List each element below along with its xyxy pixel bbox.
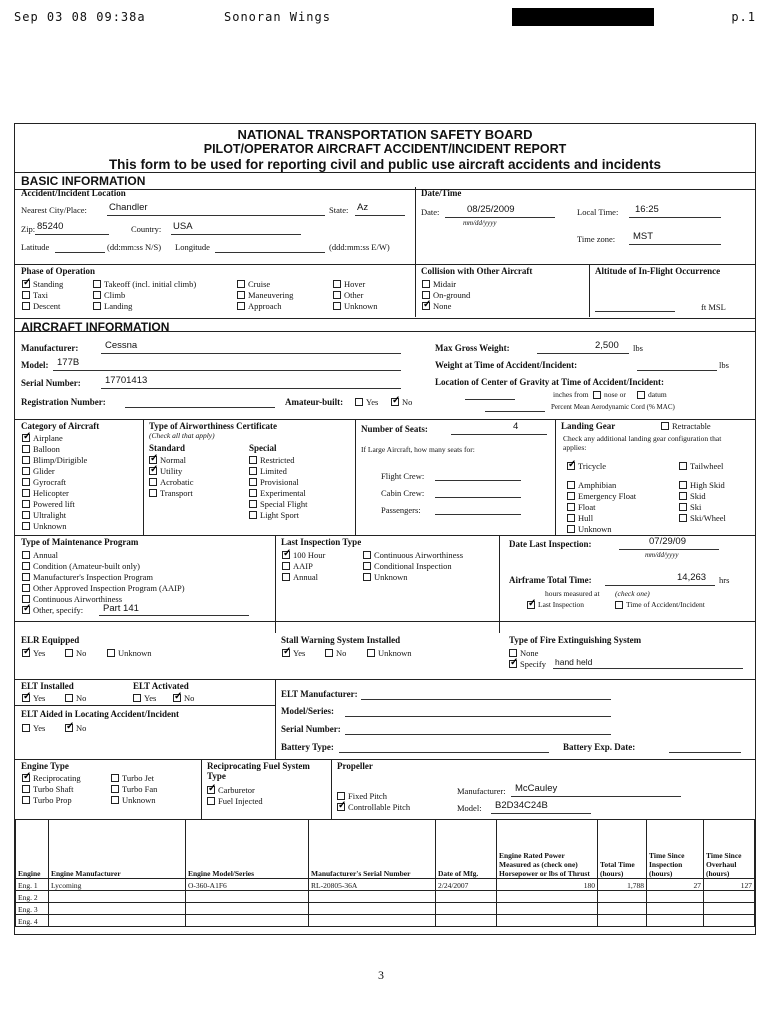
fuel-injected: Fuel Injected (218, 796, 263, 806)
phase-approach-checkbox[interactable] (237, 302, 245, 310)
gear-retract-checkbox[interactable] (661, 422, 669, 430)
lat-label: Latitude (21, 242, 50, 252)
mgw-unit: lbs (633, 343, 643, 353)
zip-label: Zip: (21, 224, 36, 234)
maint-label: Type of Maintenance Program (21, 537, 139, 547)
aw-specialflight-checkbox[interactable] (249, 500, 257, 508)
maint-other-field[interactable]: Part 141 (103, 603, 139, 614)
col-total: Total Time (hours) (598, 820, 647, 879)
phase-other: Other (344, 290, 364, 300)
gear-skid: Skid (690, 491, 706, 501)
phase-maneuvering-checkbox[interactable] (237, 291, 245, 299)
phase-cruise: Cruise (248, 279, 271, 289)
battery-exp-label: Battery Exp. Date: (563, 742, 636, 752)
model-field[interactable]: 177B (57, 357, 80, 368)
serial-label: Serial Number: (21, 378, 81, 388)
cat-gyrocraft-checkbox[interactable] (22, 478, 30, 486)
flight-crew-label: Flight Crew: (381, 471, 425, 481)
fire-label: Type of Fire Extinguishing System (509, 635, 642, 645)
cat-glider-checkbox[interactable] (22, 467, 30, 475)
collision-ground-checkbox[interactable] (422, 291, 430, 299)
phase-taxi: Taxi (33, 290, 48, 300)
maint-other-checkbox[interactable] (22, 606, 30, 614)
aw-provisional: Provisional (260, 477, 299, 487)
amateur-yes-checkbox[interactable] (355, 398, 363, 406)
li-continuous: Continuous Airworthiness (374, 550, 464, 560)
et-recip: Reciprocating (33, 773, 81, 783)
seats-label: Number of Seats: (361, 424, 428, 434)
hm-lastinsp-checkbox[interactable] (527, 601, 535, 609)
time-label: Local Time: (577, 207, 619, 217)
page-number: 3 (378, 968, 384, 982)
elr-no-checkbox[interactable] (65, 649, 73, 657)
country-label: Country: (131, 224, 162, 234)
li-unknown-checkbox[interactable] (363, 573, 371, 581)
equipment-block (15, 633, 755, 819)
date-format: mm/dd/yyyy (463, 219, 497, 227)
phase-standing-checkbox[interactable] (22, 280, 30, 288)
elt-aided-label: ELT Aided in Locating Accident/Incident (21, 709, 180, 719)
amateur-no-checkbox[interactable] (391, 398, 399, 406)
gear-float: Float (578, 502, 596, 512)
hm-lastinsp: Last Inspection (538, 600, 585, 609)
seats-question: If Large Aircraft, how many seats for: (361, 445, 475, 454)
et-unknown-checkbox[interactable] (111, 796, 119, 804)
ntsb-form (14, 123, 756, 935)
prop-model-field[interactable]: B2D34C24B (495, 800, 548, 811)
weight-label: Weight at Time of Accident/Incident: (435, 360, 578, 370)
fire-specify-field[interactable]: hand held (555, 657, 593, 667)
fuel-carb: Carburetor (218, 785, 255, 795)
seats-field[interactable]: 4 (513, 421, 519, 432)
li-continuous-checkbox[interactable] (363, 551, 371, 559)
gear-amphibian: Amphibian (578, 480, 617, 490)
aw-acrobatic: Acrobatic (160, 477, 194, 487)
fire-specify: Specify (520, 659, 546, 669)
phase-takeoff-checkbox[interactable] (93, 280, 101, 288)
country-field[interactable]: USA (173, 221, 193, 232)
cat-unknown: Unknown (33, 521, 67, 531)
loc-label: Accident/Incident Location (21, 188, 126, 198)
li-100hour: 100 Hour (293, 550, 326, 560)
phase-taxi-checkbox[interactable] (22, 291, 30, 299)
model-label: Model: (21, 360, 49, 370)
col-engine: Engine (16, 820, 49, 879)
cat-blimp-checkbox[interactable] (22, 456, 30, 464)
elt-aided-no-checkbox[interactable] (65, 724, 73, 732)
stall-yes: Yes (293, 648, 306, 658)
et-turbofan-checkbox[interactable] (111, 785, 119, 793)
fax-date: Sep 03 08 09:38a (14, 10, 146, 24)
li-conditional: Conditional Inspection (374, 561, 452, 571)
gear-tailwheel-checkbox[interactable] (679, 462, 687, 470)
aft-unit: hrs (719, 575, 730, 585)
reg-label: Registration Number: (21, 397, 106, 407)
engine-row-2: Eng. 2 (16, 891, 755, 903)
elr-yes-checkbox[interactable] (22, 649, 30, 657)
cabin-crew-label: Cabin Crew: (381, 488, 425, 498)
phase-unknown-checkbox[interactable] (333, 302, 341, 310)
lon-hint: (ddd:mm:ss E/W) (329, 242, 390, 252)
hm-timeacc: Time of Accident/Incident (626, 600, 705, 609)
aw-special: Special (249, 443, 277, 453)
cat-airplane-checkbox[interactable] (22, 434, 30, 442)
col-date: Date of Mfg. (436, 820, 497, 879)
cat-unknown-checkbox[interactable] (22, 522, 30, 530)
aw-specialflight: Special Flight (260, 499, 308, 509)
cat-poweredlift: Powered lift (33, 499, 75, 509)
prop-mfr-field[interactable]: McCauley (515, 783, 558, 794)
elt-serial-label: Serial Number: (281, 724, 341, 734)
maint-condition-checkbox[interactable] (22, 562, 30, 570)
lon-label: Longitude (175, 242, 210, 252)
prop-fixed-checkbox[interactable] (337, 792, 345, 800)
et-turbojet-checkbox[interactable] (111, 774, 119, 782)
elt-model-label: Model/Series: (281, 706, 334, 716)
cat-ultralight: Ultralight (33, 510, 67, 520)
gear-retract: Retractable (672, 421, 711, 431)
stall-no-checkbox[interactable] (325, 649, 333, 657)
gear-emfloat-checkbox[interactable] (567, 492, 575, 500)
hm-label: hours measured at (545, 589, 600, 598)
gear-skiwheel-checkbox[interactable] (679, 514, 687, 522)
maint-annual-checkbox[interactable] (22, 551, 30, 559)
cat-blimp: Blimp/Dirigible (33, 455, 88, 465)
category-label: Category of Aircraft (21, 421, 100, 431)
maintenance-block (15, 535, 755, 633)
phase-approach: Approach (248, 301, 282, 311)
cat-balloon-checkbox[interactable] (22, 445, 30, 453)
maint-aaip-checkbox[interactable] (22, 584, 30, 592)
gear-hull-checkbox[interactable] (567, 514, 575, 522)
et-turbofan: Turbo Fan (122, 784, 158, 794)
collision-none-checkbox[interactable] (422, 302, 430, 310)
fire-none: None (520, 648, 539, 658)
phase-descent-checkbox[interactable] (22, 302, 30, 310)
collision-label: Collision with Other Aircraft (421, 266, 533, 276)
li-annual: Annual (293, 572, 319, 582)
aw-lightsport-checkbox[interactable] (249, 511, 257, 519)
li-annual-checkbox[interactable] (282, 573, 290, 581)
fax-sender: Sonoran Wings (224, 10, 331, 24)
collision-midair-checkbox[interactable] (422, 280, 430, 288)
prop-controllable-checkbox[interactable] (337, 803, 345, 811)
dt-label: Date/Time (421, 188, 462, 198)
elt-activated-no: No (184, 693, 195, 703)
engine-table-header (16, 820, 755, 879)
mfr-label: Manufacturer: (21, 343, 79, 353)
gear-highskid: High Skid (690, 480, 725, 490)
maint-mfr: Manufacturer's Inspection Program (33, 572, 154, 582)
elr-no: No (76, 648, 87, 658)
gear-emfloat: Emergency Float (578, 491, 637, 501)
gear-float-checkbox[interactable] (567, 503, 575, 511)
li-aaip: AAIP (293, 561, 313, 571)
dli-label: Date Last Inspection: (509, 539, 592, 549)
dli-field[interactable]: 07/29/09 (649, 536, 686, 547)
engine-table (15, 819, 755, 927)
et-unknown: Unknown (122, 795, 156, 805)
aw-transport: Transport (160, 488, 193, 498)
hm-hint: (check one) (615, 589, 650, 598)
aw-limited: Limited (260, 466, 287, 476)
et-turboprop: Turbo Prop (33, 795, 72, 805)
cg-nose: nose or (604, 390, 626, 399)
stall-label: Stall Warning System Installed (281, 635, 401, 645)
fuel-carb-checkbox[interactable] (207, 786, 215, 794)
altitude-label: Altitude of In-Flight Occurrence (595, 266, 721, 276)
aw-utility: Utility (160, 466, 183, 476)
cat-helicopter-checkbox[interactable] (22, 489, 30, 497)
elr-unknown: Unknown (118, 648, 152, 658)
phase-standing: Standing (33, 279, 64, 289)
li-unknown: Unknown (374, 572, 408, 582)
state-label: State: (329, 205, 349, 215)
aw-hint: (Check all that apply) (149, 431, 215, 440)
section-aircraft: AIRCRAFT INFORMATION (15, 318, 755, 332)
stall-yes-checkbox[interactable] (282, 649, 290, 657)
gear-unknown: Unknown (578, 524, 612, 534)
elt-aided-no: No (76, 723, 87, 733)
collision-none: None (433, 301, 452, 311)
cat-gyrocraft: Gyrocraft (33, 477, 67, 487)
aw-label: Type of Airworthiness Certificate (149, 421, 278, 431)
passengers-label: Passengers: (381, 505, 421, 515)
cg-label: Location of Center of Gravity at Time of Accident/Incident: (435, 377, 664, 387)
phase-climb-checkbox[interactable] (93, 291, 101, 299)
lat-hint: (dd:mm:ss N/S) (107, 242, 162, 252)
cat-glider: Glider (33, 466, 55, 476)
elt-installed-yes: Yes (33, 693, 46, 703)
header-line2: PILOT/OPERATOR AIRCRAFT ACCIDENT/INCIDENT REPORT (203, 142, 567, 156)
gear-hull: Hull (578, 513, 594, 523)
col-serial: Manufacturer's Serial Number (309, 820, 436, 879)
collision-ground: On-ground (433, 290, 471, 300)
maint-condition: Condition (Amateur-built only) (33, 561, 141, 571)
prop-fixed: Fixed Pitch (348, 791, 387, 801)
aft-label: Airframe Total Time: (509, 575, 592, 585)
fire-none-checkbox[interactable] (509, 649, 517, 657)
fuel-label: Reciprocating Fuel System Type (207, 761, 310, 781)
maint-aaip: Other Approved Inspection Program (AAIP) (33, 583, 185, 593)
serial-field[interactable]: 17701413 (105, 375, 148, 386)
gear-tricycle: Tricycle (578, 461, 607, 471)
col-model: Engine Model/Series (186, 820, 309, 879)
aw-normal: Normal (160, 455, 186, 465)
elr-unknown-checkbox[interactable] (107, 649, 115, 657)
cat-airplane: Airplane (33, 433, 63, 443)
gear-label: Landing Gear (561, 421, 616, 431)
phase-descent: Descent (33, 301, 61, 311)
maint-other: Other, specify: (33, 605, 84, 615)
phase-cruise-checkbox[interactable] (237, 280, 245, 288)
cg-mac: Percent Mean Aerodynamic Cord (% MAC) (551, 403, 675, 411)
aw-transport-checkbox[interactable] (149, 489, 157, 497)
cg-nose-checkbox[interactable] (593, 391, 601, 399)
phase-maneuvering: Maneuvering (248, 290, 294, 300)
elt-activated-yes-checkbox[interactable] (133, 694, 141, 702)
et-turbojet: Turbo Jet (122, 773, 155, 783)
maint-continuous: Continuous Airworthiness (33, 594, 123, 604)
header-line1: NATIONAL TRANSPORTATION SAFETY BOARD (237, 127, 533, 142)
aw-limited-checkbox[interactable] (249, 467, 257, 475)
cg-datum-checkbox[interactable] (637, 391, 645, 399)
mfr-field[interactable]: Cessna (105, 340, 138, 351)
et-turboshaft: Turbo Shaft (33, 784, 74, 794)
fire-specify-checkbox[interactable] (509, 660, 517, 668)
prop-label: Propeller (337, 761, 373, 771)
elt-installed-yes-checkbox[interactable] (22, 694, 30, 702)
gear-highskid-checkbox[interactable] (679, 481, 687, 489)
fax-page: p.1 (731, 10, 756, 24)
gear-unknown-checkbox[interactable] (567, 525, 575, 533)
prop-model-label: Model: (457, 803, 482, 813)
elt-activated-yes: Yes (144, 693, 157, 703)
et-turboprop-checkbox[interactable] (22, 796, 30, 804)
phase-other-checkbox[interactable] (333, 291, 341, 299)
hm-timeacc-checkbox[interactable] (615, 601, 623, 609)
col-insp: Time Since Inspection (hours) (647, 820, 704, 879)
gear-skid-checkbox[interactable] (679, 492, 687, 500)
state-field[interactable]: Az (357, 202, 369, 213)
aw-provisional-checkbox[interactable] (249, 478, 257, 486)
gear-ski-checkbox[interactable] (679, 503, 687, 511)
maint-annual: Annual (33, 550, 59, 560)
prop-controllable: Controllable Pitch (348, 802, 411, 812)
elt-mfr-label: ELT Manufacturer: (281, 689, 358, 699)
li-100hour-checkbox[interactable] (282, 551, 290, 559)
elt-installed-label: ELT Installed (21, 681, 74, 691)
date-field[interactable]: 08/25/2009 (467, 204, 515, 215)
altitude-unit: ft MSL (701, 302, 726, 312)
aw-restricted: Restricted (260, 455, 295, 465)
elt-activated-label: ELT Activated (133, 681, 189, 691)
aft-field[interactable]: 14,263 (677, 572, 707, 583)
elr-yes: Yes (33, 648, 46, 658)
col-mfr: Engine Manufacturer (49, 820, 186, 879)
cat-ultralight-checkbox[interactable] (22, 511, 30, 519)
amateur-label: Amateur-built: (285, 397, 344, 407)
engine-row-3: Eng. 3 (16, 903, 755, 915)
elt-installed-no: No (76, 693, 87, 703)
col-power: Engine Rated Power Measured as (check one) Horsepower or lbs of Thrust (497, 820, 598, 879)
cat-poweredlift-checkbox[interactable] (22, 500, 30, 508)
dli-format: mm/dd/yyyy (645, 551, 679, 559)
amateur-yes: Yes (366, 397, 379, 407)
col-oh: Time Since Overhaul (hours) (704, 820, 755, 879)
form-header (15, 124, 755, 172)
zone-label: Time zone: (577, 234, 616, 244)
li-aaip-checkbox[interactable] (282, 562, 290, 570)
phase-hover-checkbox[interactable] (333, 280, 341, 288)
elt-installed-no-checkbox[interactable] (65, 694, 73, 702)
gear-tricycle-checkbox[interactable] (567, 462, 575, 470)
maint-mfr-checkbox[interactable] (22, 573, 30, 581)
gear-hint: Check any additional landing gear configuration that applies: (563, 434, 722, 452)
aw-standard: Standard (149, 443, 186, 453)
elt-aided-yes-checkbox[interactable] (22, 724, 30, 732)
redaction-bar (512, 8, 654, 26)
zip-field[interactable]: 85240 (37, 221, 64, 232)
cg-inches: inches from (553, 390, 589, 399)
zone-field[interactable]: MST (633, 231, 654, 242)
date-label: Date: (421, 207, 440, 217)
fax-header (14, 8, 756, 30)
battery-type-label: Battery Type: (281, 742, 334, 752)
header-line3: This form to be used for reporting civil and public use aircraft accidents and incidents (108, 157, 662, 172)
aw-experimental: Experimental (260, 488, 306, 498)
aw-acrobatic-checkbox[interactable] (149, 478, 157, 486)
aw-restricted-checkbox[interactable] (249, 456, 257, 464)
phase-climb: Climb (104, 290, 126, 300)
et-turboshaft-checkbox[interactable] (22, 785, 30, 793)
phase-landing-checkbox[interactable] (93, 302, 101, 310)
engine-row-4: Eng. 4 (16, 915, 755, 927)
phase-hover: Hover (344, 279, 366, 289)
phase-landing: Landing (104, 301, 133, 311)
mgw-field[interactable]: 2,500 (595, 340, 619, 351)
cg-datum: datum (648, 390, 667, 399)
prop-mfr-label: Manufacturer: (457, 786, 506, 796)
stall-unknown-checkbox[interactable] (367, 649, 375, 657)
cat-helicopter: Helicopter (33, 488, 69, 498)
phase-label: Phase of Operation (21, 266, 95, 276)
elt-activated-no-checkbox[interactable] (173, 694, 181, 702)
mgw-label: Max Gross Weight: (435, 343, 510, 353)
weight-unit: lbs (719, 360, 729, 370)
elt-aided-yes: Yes (33, 723, 46, 733)
amateur-no: No (402, 397, 413, 407)
aw-utility-checkbox[interactable] (149, 467, 157, 475)
engine-type-label: Engine Type (21, 761, 69, 771)
aw-experimental-checkbox[interactable] (249, 489, 257, 497)
gear-amphibian-checkbox[interactable] (567, 481, 575, 489)
fuel-injected-checkbox[interactable] (207, 797, 215, 805)
stall-unknown: Unknown (378, 648, 412, 658)
collision-midair: Midair (433, 279, 457, 289)
stall-no: No (336, 648, 347, 658)
gear-ski: Ski (690, 502, 702, 512)
et-recip-checkbox[interactable] (22, 774, 30, 782)
maint-continuous-checkbox[interactable] (22, 595, 30, 603)
elr-label: ELR Equipped (21, 635, 80, 645)
engine-row-1: Eng. 1 Lycoming O-360-A1F6 RL-20805-36A 2/24/2007 180 1,788 27 127 (16, 879, 755, 891)
gear-skiwheel: Ski/Wheel (690, 513, 726, 523)
time-field[interactable]: 16:25 (635, 204, 659, 215)
aircraft-info (15, 335, 755, 535)
basic-info (15, 187, 755, 317)
phase-takeoff: Takeoff (incl. initial climb) (104, 279, 197, 289)
cat-balloon: Balloon (33, 444, 60, 454)
last-insp-label: Last Inspection Type (281, 537, 362, 547)
city-label: Nearest City/Place: (21, 205, 87, 215)
section-basic: BASIC INFORMATION (15, 172, 755, 190)
aw-normal-checkbox[interactable] (149, 456, 157, 464)
li-conditional-checkbox[interactable] (363, 562, 371, 570)
gear-tailwheel: Tailwheel (690, 461, 724, 471)
city-field[interactable]: Chandler (109, 202, 148, 213)
aw-lightsport: Light Sport (260, 510, 299, 520)
phase-unknown: Unknown (344, 301, 378, 311)
